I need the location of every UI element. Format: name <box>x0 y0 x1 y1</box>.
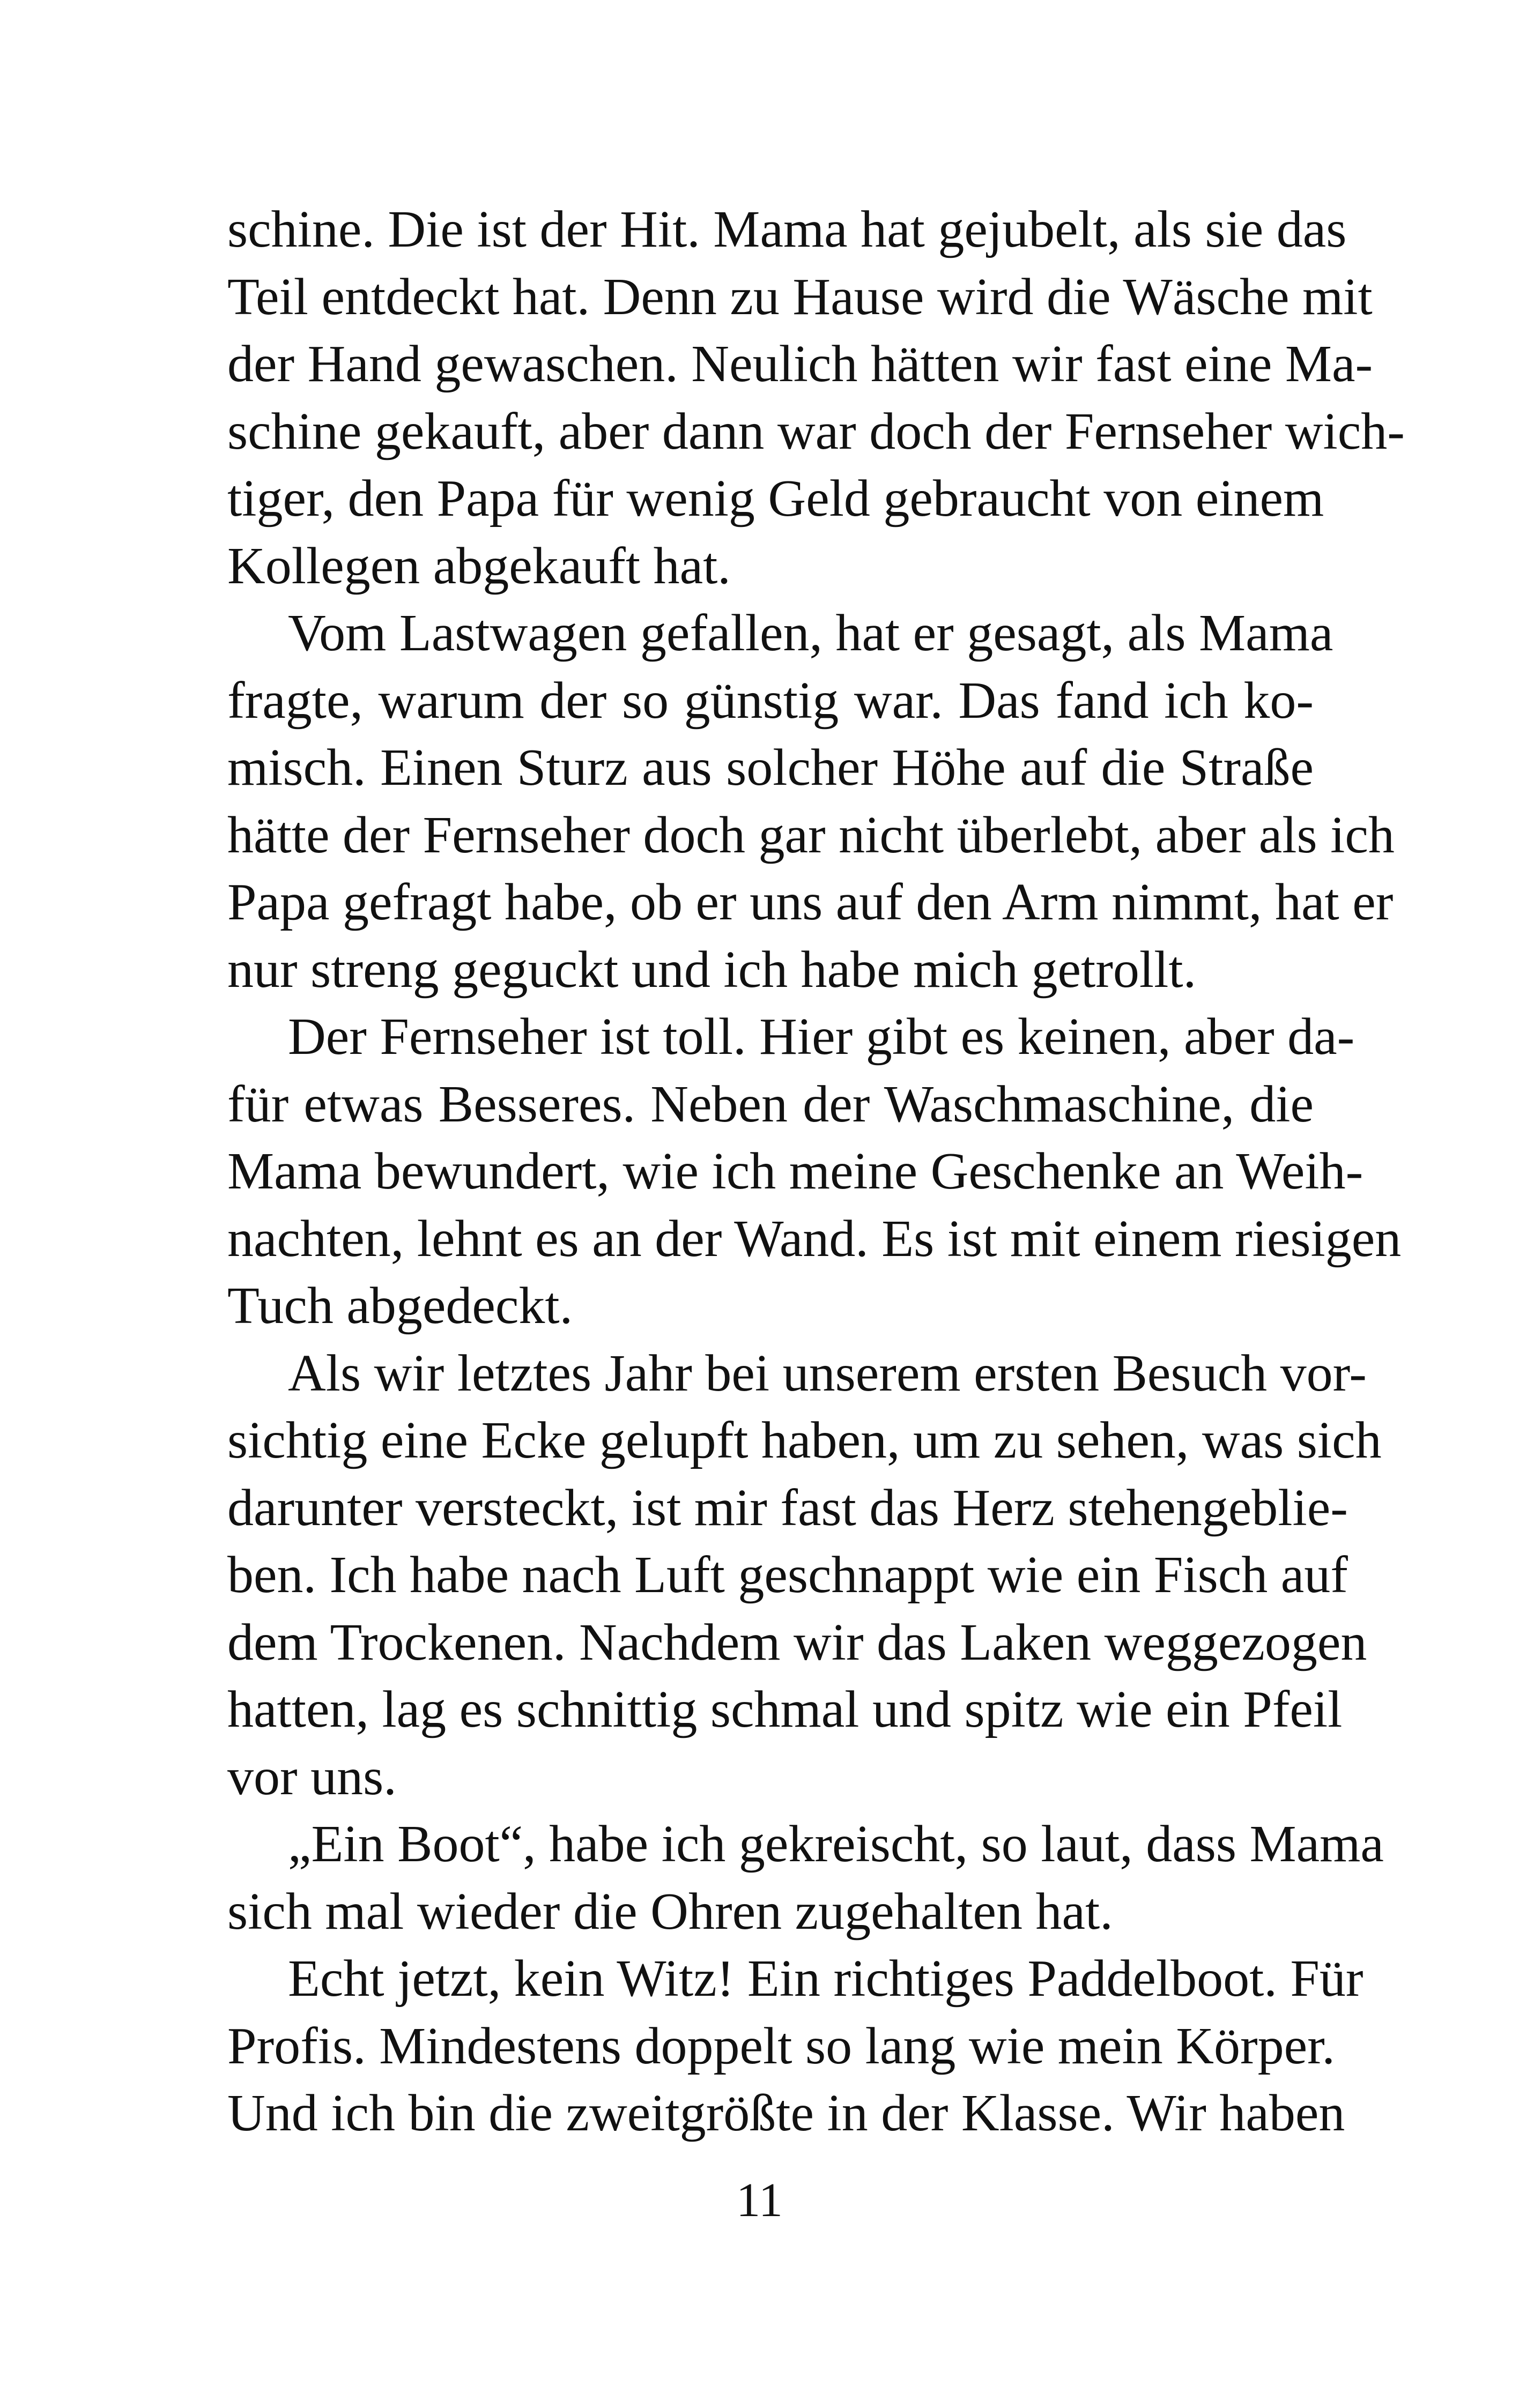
text-line: misch. Einen Sturz aus solcher Höhe auf die Straße <box>227 739 1314 797</box>
text-line: sich mal wieder die Ohren zugehalten hat. <box>227 1882 1113 1941</box>
text-line: Vom Lastwagen gefallen, hat er gesagt, als Mama <box>288 604 1333 662</box>
text-line: Mama bewundert, wie ich meine Geschenke an Weih- <box>227 1142 1364 1200</box>
text-line: Kollegen abgekauft hat. <box>227 537 731 595</box>
text-line: fragte, warum der so günstig war. Das fand ich ko- <box>227 671 1314 730</box>
text-line: Profis. Mindestens doppelt so lang wie mein Körper. <box>227 2017 1335 2075</box>
text-line: Und ich bin die zweitgrößte in der Klasse. Wir haben <box>227 2084 1345 2142</box>
paragraph <box>227 1004 1402 1340</box>
text-line: nur streng geguckt und ich habe mich getrollt. <box>227 940 1197 999</box>
text-line: dem Trockenen. Nachdem wir das Laken weggezogen <box>227 1613 1367 1671</box>
text-line: Teil entdeckt hat. Denn zu Hause wird die Wäsche mit <box>227 267 1373 326</box>
text-line: hatten, lag es schnittig schmal und spitz wie ein Pfeil <box>227 1681 1343 1738</box>
text-line: vor uns. <box>227 1748 397 1806</box>
text-line: schine gekauft, aber dann war doch der Fernseher wich- <box>227 402 1405 460</box>
text-line: darunter versteckt, ist mir fast das Herz stehengeblie- <box>227 1478 1348 1537</box>
paragraph <box>227 196 1405 600</box>
text-line: hätte der Fernseher doch gar nicht überlebt, aber als ich <box>227 806 1395 864</box>
paragraph <box>227 1340 1382 1811</box>
text-line: Als wir letztes Jahr bei unserem ersten Besuch vor- <box>288 1344 1367 1402</box>
text-line: Der Fernseher ist toll. Hier gibt es keinen, aber da- <box>288 1008 1355 1066</box>
text-line: ben. Ich habe nach Luft geschnappt wie ein Fisch auf <box>227 1546 1348 1604</box>
text-line: tiger, den Papa für wenig Geld gebraucht von einem <box>227 470 1324 527</box>
text-line: nachten, lehnt es an der Wand. Es ist mit einem riesigen <box>227 1209 1402 1268</box>
text-line: sichtig eine Ecke gelupft haben, um zu sehen, was sich <box>227 1411 1382 1469</box>
paragraph <box>227 1945 1364 2147</box>
body-text <box>227 196 1405 2147</box>
text-line: Echt jetzt, kein Witz! Ein richtiges Paddelboot. Für <box>288 1950 1364 2008</box>
text-line: der Hand gewaschen. Neulich hätten wir fast eine Ma- <box>227 335 1373 393</box>
text-line: schine. Die ist der Hit. Mama hat gejubelt, als sie das <box>227 200 1347 258</box>
text-line: Tuch abgedeckt. <box>227 1277 573 1335</box>
paragraph <box>227 600 1395 1004</box>
page-number: 11 <box>736 2174 783 2227</box>
text-line: „Ein Boot“, habe ich gekreischt, so laut, dass Mama <box>288 1815 1384 1873</box>
text-line: für etwas Besseres. Neben der Waschmaschine, die <box>227 1075 1314 1133</box>
text-line: Papa gefragt habe, ob er uns auf den Arm nimmt, hat er <box>227 873 1394 931</box>
paragraph <box>227 1811 1384 1945</box>
